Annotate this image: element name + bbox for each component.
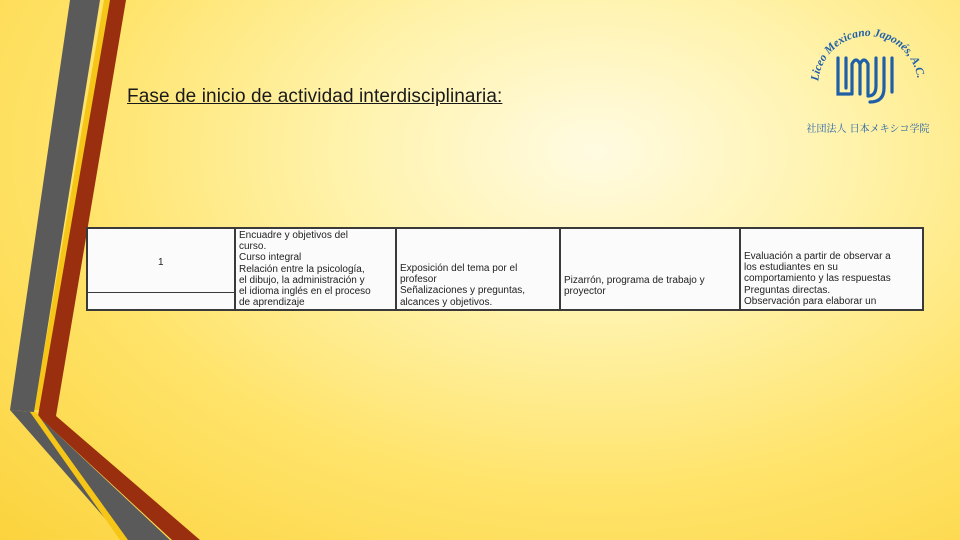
content-line: curso. bbox=[239, 241, 267, 253]
table-cell-resources bbox=[559, 227, 739, 311]
content-line: Curso integral bbox=[239, 252, 302, 264]
strategy-line: Exposición del tema por el bbox=[400, 263, 518, 274]
slide-title: Fase de inicio de actividad interdisciplinaria: bbox=[127, 86, 503, 107]
strategy-line: profesor bbox=[400, 274, 437, 286]
table-cell-strategy bbox=[395, 227, 559, 311]
gray-stripe-lower bbox=[10, 410, 170, 540]
table-cell-evaluation bbox=[739, 227, 924, 311]
content-line: Relación entre la psicología, bbox=[239, 263, 365, 275]
content-line: el dibujo, la administración y bbox=[239, 274, 365, 286]
resources-line: Pizarrón, programa de trabajo y bbox=[564, 275, 705, 286]
row-number: 1 bbox=[158, 257, 164, 268]
content-line: el idioma inglés en el proceso bbox=[239, 286, 371, 298]
cell-divider bbox=[88, 292, 234, 293]
strategy-line: Señalizaciones y preguntas, bbox=[400, 285, 526, 297]
content-line: de aprendizaje bbox=[239, 297, 305, 309]
evaluation-line: los estudiantes en su bbox=[744, 262, 838, 274]
content-line: Encuadre y objetivos del bbox=[239, 230, 348, 241]
evaluation-line: Evaluación a partir de observar a bbox=[744, 251, 891, 262]
logo-monogram bbox=[838, 58, 892, 102]
evaluation-line: comportamiento y las respuestas bbox=[744, 273, 891, 285]
strategy-line: alcances y objetivos. bbox=[400, 296, 493, 308]
evaluation-line: Preguntas directas. bbox=[744, 284, 831, 296]
evaluation-line: Observación para elaborar un bbox=[744, 295, 877, 307]
activity-table bbox=[86, 227, 924, 311]
table-cell-number bbox=[86, 227, 234, 311]
table-cell-content bbox=[234, 227, 395, 311]
logo-arc-text: Liceo Mexicano Japonés, A.C. bbox=[809, 26, 927, 82]
school-logo bbox=[798, 14, 936, 138]
logo-japanese-text: 社団法人 日本メキシコ学院 bbox=[806, 124, 930, 135]
resources-line: proyector bbox=[564, 286, 606, 298]
